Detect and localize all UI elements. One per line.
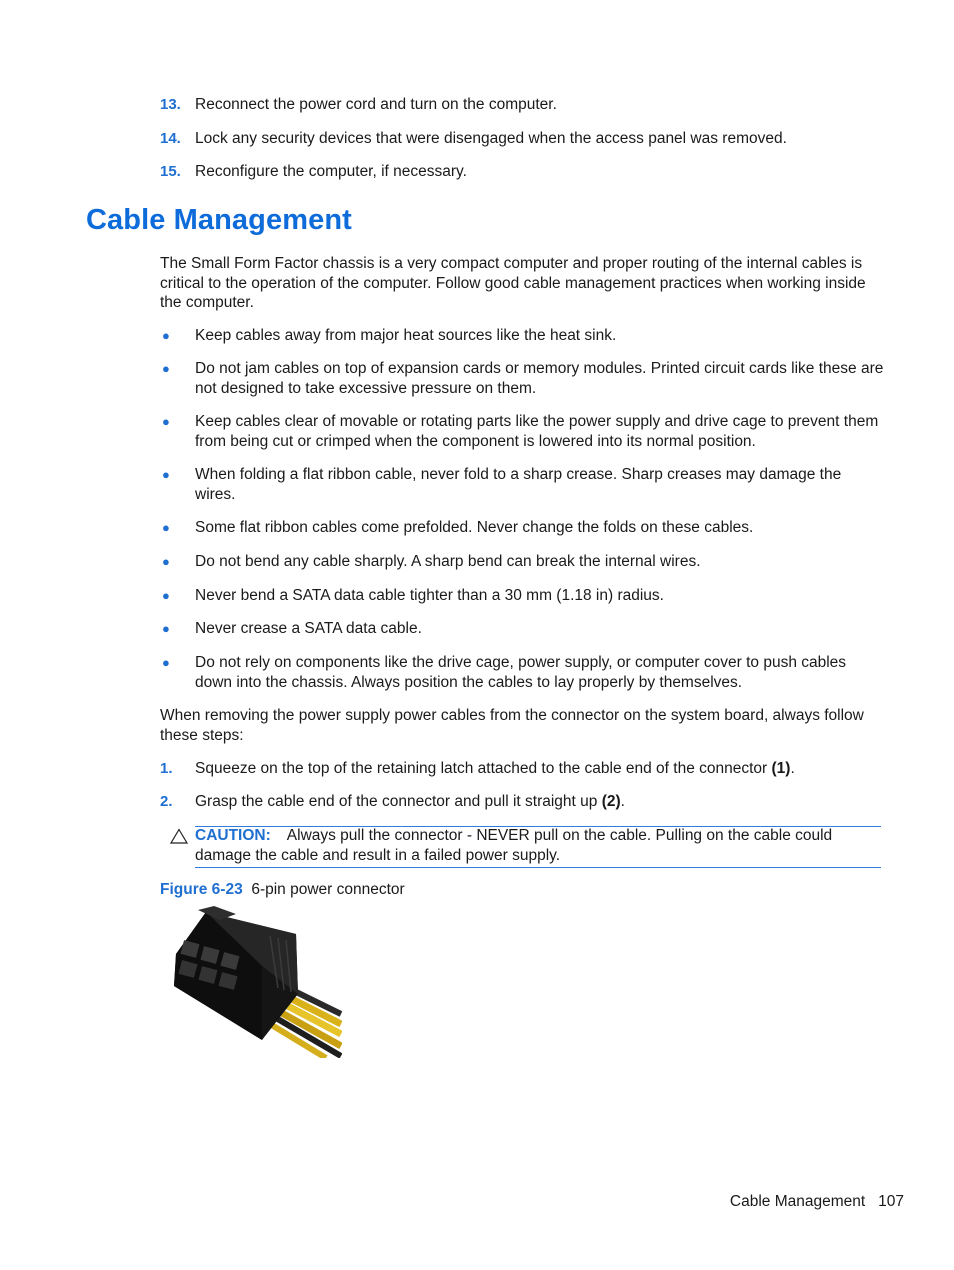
step-14-number: 14. [160,130,181,147]
intro-paragraph: The Small Form Factor chassis is a very compact computer and proper routing of the internal cables is critical to the operation of the computer. Follow good cable management practices when working inside the computer. [160,255,866,311]
warning-triangle-icon [170,828,188,849]
bullet-item: Keep cables clear of movable or rotating parts like the power supply and drive cage to prevent them from being cut or crimped when the component is lowered into its normal position. [195,413,879,450]
bullet-item: Do not rely on components like the drive cage, power supply, or computer cover to push cables down into the chassis. Always position the cables to lay properly by themselves. [195,654,847,691]
removal-step-1-number: 1. [160,760,173,777]
callout-2: (2) [601,793,621,810]
bullet-icon: ● [162,414,170,429]
removal-step-1-tail: . [790,760,795,777]
figure-label: Figure 6-23 [160,881,243,898]
callout-1: (1) [771,760,791,777]
figure-caption-text: 6-pin power connector [251,881,405,898]
bullet-icon: ● [162,520,170,535]
bullet-item: Some flat ribbon cables come prefolded. Never change the folds on these cables. [195,519,754,536]
bullet-item: Do not bend any cable sharply. A sharp bend can break the internal wires. [195,553,701,570]
bullet-item: Never crease a SATA data cable. [195,620,422,637]
bullet-item: Do not jam cables on top of expansion cards or memory modules. Printed circuit cards like these are not designed to take excessive pressure on them. [195,360,884,397]
bullet-icon: ● [162,554,170,569]
section-heading: Cable Management [86,204,352,236]
page-footer [730,1192,904,1212]
bullet-icon: ● [162,655,170,670]
removal-step-2-tail: . [620,793,625,810]
removal-step-2-text [195,792,625,812]
step-13-text: Reconnect the power cord and turn on the computer. [195,96,557,113]
caution-label: CAUTION: [195,827,271,844]
step-15-text: Reconfigure the computer, if necessary. [195,163,467,180]
bullet-item: Never bend a SATA data cable tighter than a 30 mm (1.18 in) radius. [195,587,664,604]
bullet-icon: ● [162,588,170,603]
removal-step-2-number: 2. [160,793,173,810]
bullet-item: Keep cables away from major heat sources like the heat sink. [195,327,617,344]
footer-section: Cable Management [729,1193,866,1210]
caution-text-block [195,826,885,865]
figure-caption [160,880,405,900]
removal-step-2-body: Grasp the cable end of the connector and pull it straight up [195,793,602,810]
bullet-icon: ● [162,361,170,376]
bullet-icon: ● [162,467,170,482]
removal-step-1-body: Squeeze on the top of the retaining latch attached to the cable end of the connector [195,760,772,777]
removal-step-1-text [195,759,795,779]
bullet-icon: ● [162,621,170,636]
bullet-item: When folding a flat ribbon cable, never fold to a sharp crease. Sharp creases may damage the wires. [195,466,842,503]
power-connector-image [166,906,342,1058]
page-number: 107 [878,1193,904,1210]
step-14-text: Lock any security devices that were disengaged when the access panel was removed. [195,130,787,147]
bullet-icon: ● [162,328,170,343]
caution-text: Always pull the connector - NEVER pull on the cable. Pulling on the cable could damage the cable and result in a failed power supply. [195,827,833,864]
step-15-number: 15. [160,163,181,180]
step-13-number: 13. [160,96,181,113]
removal-intro-paragraph: When removing the power supply power cables from the connector on the system board, always follow these steps: [160,707,864,744]
